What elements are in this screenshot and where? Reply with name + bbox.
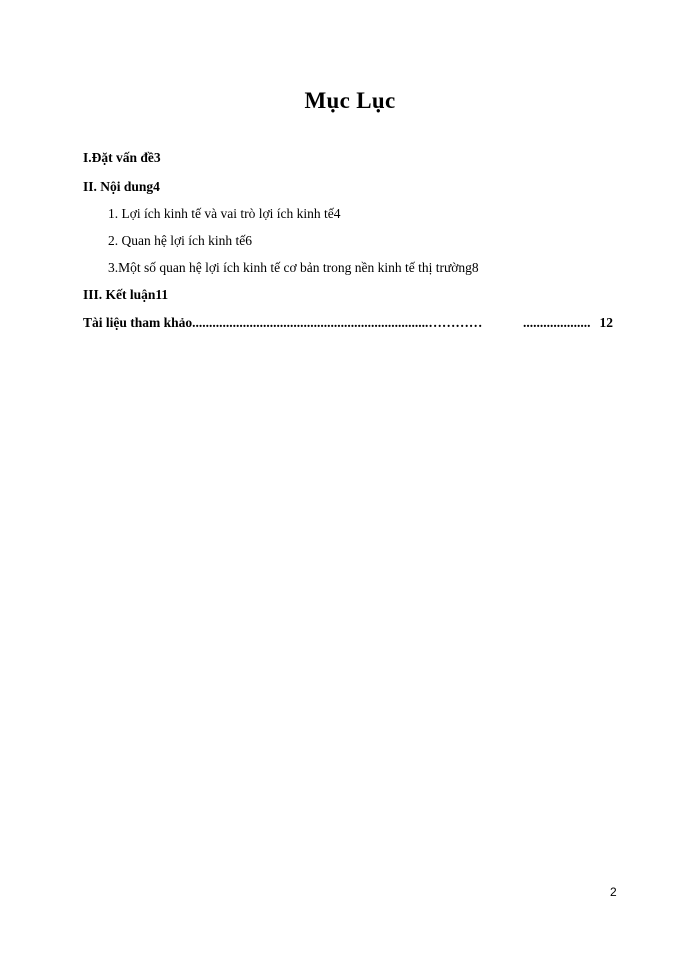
references-leader-dots-2: ....................	[523, 315, 591, 330]
toc-subitem-quan-he-loi-ich[interactable]: 2. Quan hệ lợi ích kinh tế6	[108, 233, 252, 248]
toc-item-dat-van-de[interactable]: I.Đặt vấn đề3	[83, 150, 161, 165]
references-leader-dots: ......................................................................…………	[192, 315, 483, 330]
toc-subitem-mot-so-quan-he[interactable]: 3.Một số quan hệ lợi ích kinh tế cơ bản trong nền kinh tế thị trường8	[108, 260, 479, 275]
toc-item-ket-luan[interactable]: III. Kết luận11	[83, 287, 169, 302]
page-number: 2	[610, 885, 617, 899]
toc-subitem-loi-ich-kinh-te[interactable]: 1. Lợi ích kinh tế và vai trò lợi ích kinh tế4	[108, 206, 341, 221]
toc-item-noi-dung[interactable]: II. Nội dung4	[83, 179, 160, 194]
references-label: Tài liệu tham khảo	[83, 315, 193, 330]
toc-item-tai-lieu-tham-khao[interactable]	[83, 315, 613, 331]
references-page-number: 12	[599, 315, 613, 330]
page-title: Mục Lục	[304, 88, 396, 113]
